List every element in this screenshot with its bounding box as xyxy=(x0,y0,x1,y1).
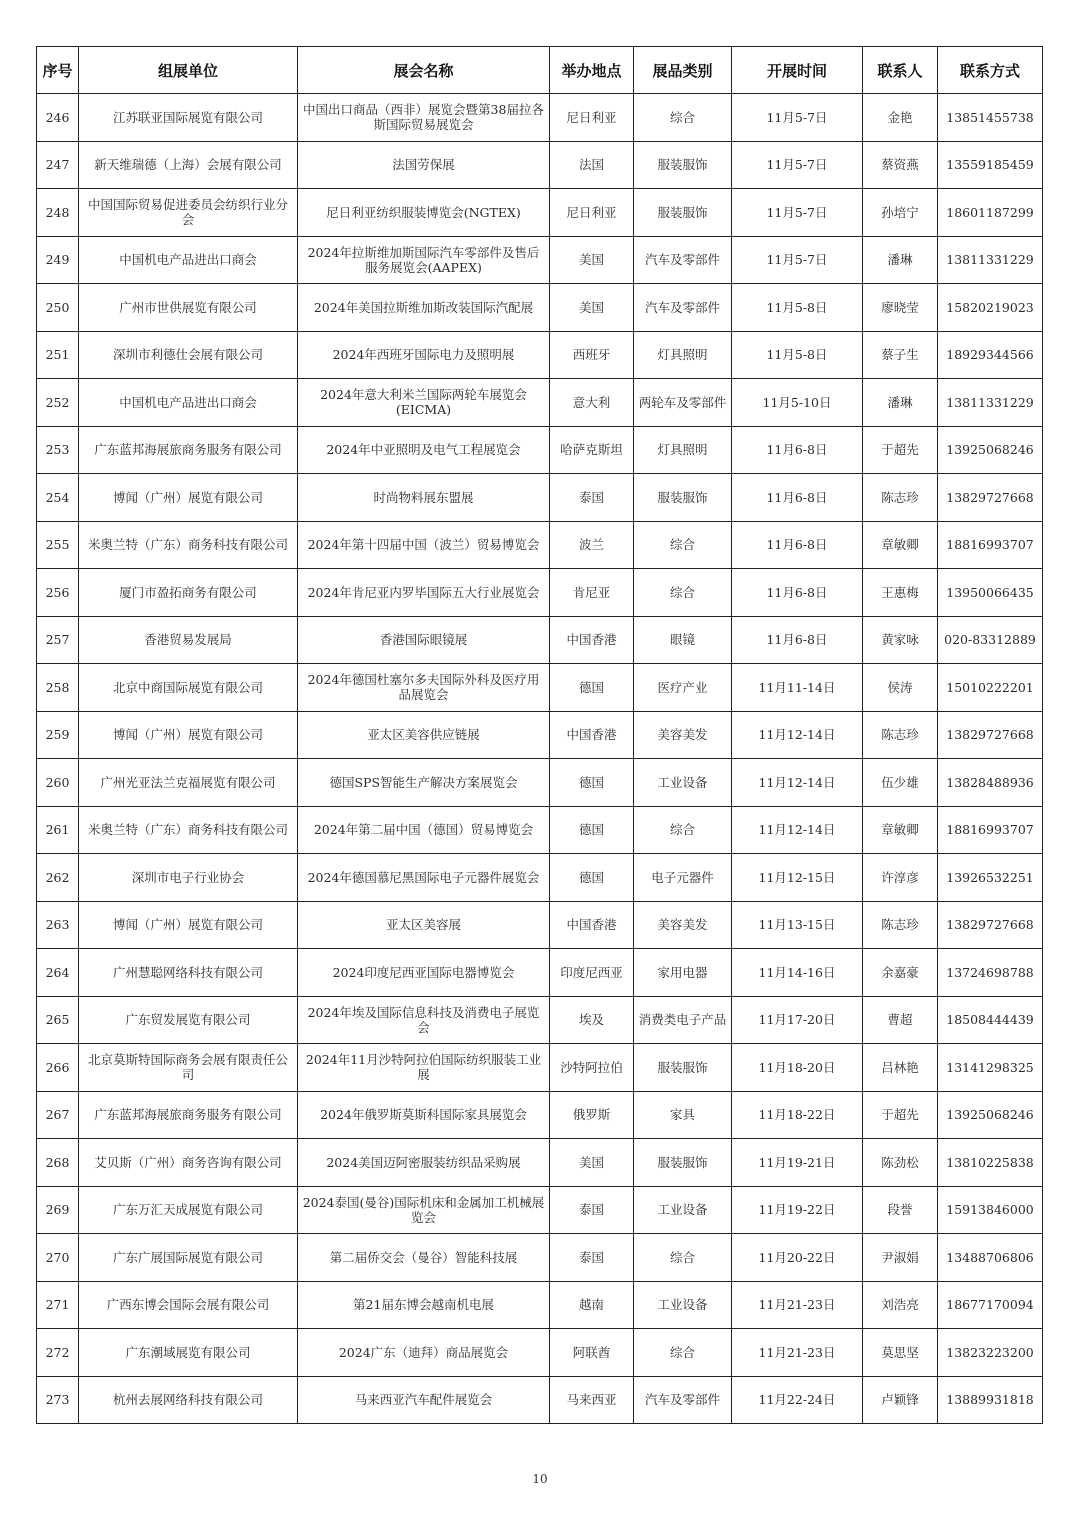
cell-location: 西班牙 xyxy=(550,331,634,379)
cell-date: 11月6-8日 xyxy=(732,521,863,569)
cell-organizer: 中国国际贸易促进委员会纺织行业分会 xyxy=(79,189,298,237)
cell-exhibition-name: 2024年西班牙国际电力及照明展 xyxy=(298,331,550,379)
cell-contact-person: 王惠梅 xyxy=(863,569,938,617)
cell-date: 11月13-15日 xyxy=(732,901,863,949)
cell-category: 综合 xyxy=(634,1234,732,1282)
table-row xyxy=(37,426,1043,474)
cell-contact-phone: 13828488936 xyxy=(938,759,1043,807)
cell-date: 11月6-8日 xyxy=(732,474,863,522)
cell-location: 德国 xyxy=(550,854,634,902)
table-row xyxy=(37,521,1043,569)
cell-location: 沙特阿拉伯 xyxy=(550,1044,634,1092)
cell-index: 248 xyxy=(37,189,79,237)
cell-organizer: 北京莫斯特国际商务会展有限责任公司 xyxy=(79,1044,298,1092)
cell-category: 综合 xyxy=(634,94,732,142)
cell-contact-person: 陈志珍 xyxy=(863,474,938,522)
cell-organizer: 广州市世供展览有限公司 xyxy=(79,284,298,332)
cell-contact-person: 侯涛 xyxy=(863,664,938,712)
cell-contact-phone: 13829727668 xyxy=(938,474,1043,522)
cell-contact-phone: 13925068246 xyxy=(938,426,1043,474)
cell-index: 249 xyxy=(37,236,79,284)
cell-exhibition-name: 亚太区美容展 xyxy=(298,901,550,949)
cell-exhibition-name: 2024年意大利米兰国际两轮车展览会(EICMA) xyxy=(298,379,550,427)
cell-category: 综合 xyxy=(634,1329,732,1377)
cell-organizer: 米奥兰特（广东）商务科技有限公司 xyxy=(79,806,298,854)
cell-exhibition-name: 中国出口商品（西非）展览会暨第38届拉各斯国际贸易展览会 xyxy=(298,94,550,142)
cell-organizer: 香港贸易发展局 xyxy=(79,616,298,664)
cell-category: 灯具照明 xyxy=(634,426,732,474)
cell-date: 11月20-22日 xyxy=(732,1234,863,1282)
cell-date: 11月22-24日 xyxy=(732,1376,863,1424)
cell-organizer: 深圳市利德仕会展有限公司 xyxy=(79,331,298,379)
cell-location: 尼日利亚 xyxy=(550,94,634,142)
table-row xyxy=(37,331,1043,379)
cell-exhibition-name: 2024年俄罗斯莫斯科国际家具展览会 xyxy=(298,1091,550,1139)
cell-location: 俄罗斯 xyxy=(550,1091,634,1139)
cell-organizer: 广东蓝邦海展旅商务服务有限公司 xyxy=(79,1091,298,1139)
cell-location: 阿联酋 xyxy=(550,1329,634,1377)
cell-exhibition-name: 尼日利亚纺织服装博览会(NGTEX) xyxy=(298,189,550,237)
cell-category: 服装服饰 xyxy=(634,141,732,189)
cell-category: 服装服饰 xyxy=(634,189,732,237)
cell-category: 美容美发 xyxy=(634,711,732,759)
cell-date: 11月5-7日 xyxy=(732,189,863,237)
cell-date: 11月19-21日 xyxy=(732,1139,863,1187)
cell-category: 综合 xyxy=(634,806,732,854)
cell-contact-person: 陈志珍 xyxy=(863,901,938,949)
cell-location: 尼日利亚 xyxy=(550,189,634,237)
cell-exhibition-name: 德国SPS智能生产解决方案展览会 xyxy=(298,759,550,807)
cell-organizer: 广州慧聪网络科技有限公司 xyxy=(79,949,298,997)
cell-location: 中国香港 xyxy=(550,711,634,759)
cell-exhibition-name: 第21届东博会越南机电展 xyxy=(298,1281,550,1329)
cell-date: 11月12-15日 xyxy=(732,854,863,902)
cell-index: 254 xyxy=(37,474,79,522)
cell-contact-phone: 13141298325 xyxy=(938,1044,1043,1092)
cell-index: 268 xyxy=(37,1139,79,1187)
cell-contact-phone: 13488706806 xyxy=(938,1234,1043,1282)
cell-contact-phone: 18601187299 xyxy=(938,189,1043,237)
header-index: 序号 xyxy=(37,47,79,94)
cell-location: 德国 xyxy=(550,806,634,854)
cell-contact-person: 吕林艳 xyxy=(863,1044,938,1092)
cell-date: 11月12-14日 xyxy=(732,759,863,807)
cell-contact-person: 章敏卿 xyxy=(863,521,938,569)
cell-contact-person: 潘琳 xyxy=(863,379,938,427)
cell-category: 眼镜 xyxy=(634,616,732,664)
table-row xyxy=(37,664,1043,712)
table-row xyxy=(37,711,1043,759)
cell-location: 德国 xyxy=(550,664,634,712)
table-row xyxy=(37,949,1043,997)
cell-contact-person: 卢颖锋 xyxy=(863,1376,938,1424)
cell-exhibition-name: 香港国际眼镜展 xyxy=(298,616,550,664)
cell-location: 马来西亚 xyxy=(550,1376,634,1424)
cell-index: 256 xyxy=(37,569,79,617)
cell-contact-person: 廖晓莹 xyxy=(863,284,938,332)
cell-date: 11月17-20日 xyxy=(732,996,863,1044)
cell-exhibition-name: 2024年第二届中国（德国）贸易博览会 xyxy=(298,806,550,854)
cell-organizer: 广东蓝邦海展旅商务服务有限公司 xyxy=(79,426,298,474)
table-row xyxy=(37,1329,1043,1377)
cell-organizer: 厦门市盈拓商务有限公司 xyxy=(79,569,298,617)
table-row xyxy=(37,1044,1043,1092)
cell-organizer: 米奥兰特（广东）商务科技有限公司 xyxy=(79,521,298,569)
cell-date: 11月21-23日 xyxy=(732,1281,863,1329)
table-row xyxy=(37,569,1043,617)
cell-location: 肯尼亚 xyxy=(550,569,634,617)
cell-contact-person: 余嘉豪 xyxy=(863,949,938,997)
table-row xyxy=(37,1186,1043,1234)
cell-index: 262 xyxy=(37,854,79,902)
cell-exhibition-name: 2024广东（迪拜）商品展览会 xyxy=(298,1329,550,1377)
cell-organizer: 博闻（广州）展览有限公司 xyxy=(79,901,298,949)
cell-contact-person: 蔡子生 xyxy=(863,331,938,379)
cell-organizer: 北京中商国际展览有限公司 xyxy=(79,664,298,712)
cell-index: 253 xyxy=(37,426,79,474)
table-row xyxy=(37,379,1043,427)
cell-exhibition-name: 2024年第十四届中国（波兰）贸易博览会 xyxy=(298,521,550,569)
table-row xyxy=(37,1281,1043,1329)
cell-location: 美国 xyxy=(550,236,634,284)
cell-date: 11月5-8日 xyxy=(732,284,863,332)
cell-contact-phone: 13829727668 xyxy=(938,901,1043,949)
cell-location: 美国 xyxy=(550,1139,634,1187)
cell-index: 267 xyxy=(37,1091,79,1139)
cell-index: 261 xyxy=(37,806,79,854)
cell-category: 综合 xyxy=(634,569,732,617)
table-row xyxy=(37,806,1043,854)
cell-category: 工业设备 xyxy=(634,1281,732,1329)
cell-exhibition-name: 2024泰国(曼谷)国际机床和金属加工机械展览会 xyxy=(298,1186,550,1234)
cell-category: 家具 xyxy=(634,1091,732,1139)
cell-contact-person: 黄家咏 xyxy=(863,616,938,664)
cell-contact-phone: 13950066435 xyxy=(938,569,1043,617)
cell-exhibition-name: 2024年拉斯维加斯国际汽车零部件及售后服务展览会(AAPEX) xyxy=(298,236,550,284)
cell-contact-phone: 18816993707 xyxy=(938,521,1043,569)
cell-date: 11月5-7日 xyxy=(732,236,863,284)
cell-location: 中国香港 xyxy=(550,901,634,949)
cell-organizer: 江苏联亚国际展览有限公司 xyxy=(79,94,298,142)
cell-organizer: 广州光亚法兰克福展览有限公司 xyxy=(79,759,298,807)
table-row xyxy=(37,1234,1043,1282)
table-row xyxy=(37,1139,1043,1187)
cell-contact-phone: 18677170094 xyxy=(938,1281,1043,1329)
cell-location: 法国 xyxy=(550,141,634,189)
cell-organizer: 博闻（广州）展览有限公司 xyxy=(79,711,298,759)
table-row xyxy=(37,474,1043,522)
cell-contact-person: 章敏卿 xyxy=(863,806,938,854)
cell-exhibition-name: 亚太区美容供应链展 xyxy=(298,711,550,759)
cell-exhibition-name: 2024年美国拉斯维加斯改装国际汽配展 xyxy=(298,284,550,332)
cell-date: 11月18-20日 xyxy=(732,1044,863,1092)
cell-exhibition-name: 2024年德国杜塞尔多夫国际外科及医疗用品展览会 xyxy=(298,664,550,712)
cell-contact-phone: 13829727668 xyxy=(938,711,1043,759)
header-location: 举办地点 xyxy=(550,47,634,94)
cell-category: 汽车及零部件 xyxy=(634,284,732,332)
cell-contact-phone: 13851455738 xyxy=(938,94,1043,142)
cell-index: 260 xyxy=(37,759,79,807)
cell-location: 泰国 xyxy=(550,1234,634,1282)
cell-index: 252 xyxy=(37,379,79,427)
cell-index: 255 xyxy=(37,521,79,569)
header-date: 开展时间 xyxy=(732,47,863,94)
cell-date: 11月12-14日 xyxy=(732,806,863,854)
cell-category: 家用电器 xyxy=(634,949,732,997)
cell-category: 工业设备 xyxy=(634,1186,732,1234)
cell-date: 11月18-22日 xyxy=(732,1091,863,1139)
cell-contact-phone: 13724698788 xyxy=(938,949,1043,997)
table-body xyxy=(37,94,1043,1424)
header-category: 展品类别 xyxy=(634,47,732,94)
cell-organizer: 艾贝斯（广州）商务咨询有限公司 xyxy=(79,1139,298,1187)
cell-location: 德国 xyxy=(550,759,634,807)
cell-location: 美国 xyxy=(550,284,634,332)
table-row xyxy=(37,759,1043,807)
cell-index: 264 xyxy=(37,949,79,997)
cell-organizer: 广东广展国际展览有限公司 xyxy=(79,1234,298,1282)
table-row xyxy=(37,854,1043,902)
cell-index: 258 xyxy=(37,664,79,712)
table-row xyxy=(37,996,1043,1044)
header-exhibition-name: 展会名称 xyxy=(298,47,550,94)
cell-category: 灯具照明 xyxy=(634,331,732,379)
cell-location: 波兰 xyxy=(550,521,634,569)
page-number: 10 xyxy=(532,1472,548,1486)
cell-contact-person: 莫思坚 xyxy=(863,1329,938,1377)
cell-contact-phone: 13811331229 xyxy=(938,379,1043,427)
cell-contact-phone: 13926532251 xyxy=(938,854,1043,902)
cell-organizer: 博闻（广州）展览有限公司 xyxy=(79,474,298,522)
cell-category: 汽车及零部件 xyxy=(634,1376,732,1424)
cell-contact-phone: 13823223200 xyxy=(938,1329,1043,1377)
cell-location: 意大利 xyxy=(550,379,634,427)
cell-index: 265 xyxy=(37,996,79,1044)
cell-exhibition-name: 2024年埃及国际信息科技及消费电子展览会 xyxy=(298,996,550,1044)
table-row xyxy=(37,1091,1043,1139)
cell-index: 272 xyxy=(37,1329,79,1377)
cell-date: 11月19-22日 xyxy=(732,1186,863,1234)
table-row xyxy=(37,1376,1043,1424)
cell-organizer: 新天维瑞德（上海）会展有限公司 xyxy=(79,141,298,189)
cell-date: 11月14-16日 xyxy=(732,949,863,997)
cell-contact-person: 陈志珍 xyxy=(863,711,938,759)
cell-exhibition-name: 第二届侨交会（曼谷）智能科技展 xyxy=(298,1234,550,1282)
header-row xyxy=(37,47,1043,94)
cell-category: 服装服饰 xyxy=(634,1044,732,1092)
cell-contact-person: 刘浩亮 xyxy=(863,1281,938,1329)
table-header xyxy=(37,47,1043,94)
cell-date: 11月12-14日 xyxy=(732,711,863,759)
cell-date: 11月5-7日 xyxy=(732,141,863,189)
table-row xyxy=(37,141,1043,189)
cell-exhibition-name: 马来西亚汽车配件展览会 xyxy=(298,1376,550,1424)
cell-contact-phone: 13559185459 xyxy=(938,141,1043,189)
cell-location: 越南 xyxy=(550,1281,634,1329)
cell-index: 266 xyxy=(37,1044,79,1092)
cell-index: 259 xyxy=(37,711,79,759)
cell-organizer: 中国机电产品进出口商会 xyxy=(79,236,298,284)
cell-date: 11月5-7日 xyxy=(732,94,863,142)
cell-contact-person: 许淳彦 xyxy=(863,854,938,902)
cell-contact-person: 伍少雄 xyxy=(863,759,938,807)
cell-contact-phone: 18508444439 xyxy=(938,996,1043,1044)
cell-index: 251 xyxy=(37,331,79,379)
cell-exhibition-name: 2024美国迈阿密服装纺织品采购展 xyxy=(298,1139,550,1187)
cell-category: 汽车及零部件 xyxy=(634,236,732,284)
cell-category: 工业设备 xyxy=(634,759,732,807)
cell-index: 247 xyxy=(37,141,79,189)
header-contact-phone: 联系方式 xyxy=(938,47,1043,94)
cell-exhibition-name: 时尚物料展东盟展 xyxy=(298,474,550,522)
cell-contact-phone: 13810225838 xyxy=(938,1139,1043,1187)
cell-contact-phone: 18929344566 xyxy=(938,331,1043,379)
cell-category: 综合 xyxy=(634,521,732,569)
cell-location: 埃及 xyxy=(550,996,634,1044)
table-row xyxy=(37,189,1043,237)
cell-category: 服装服饰 xyxy=(634,1139,732,1187)
cell-contact-person: 潘琳 xyxy=(863,236,938,284)
header-organizer: 组展单位 xyxy=(79,47,298,94)
cell-category: 电子元器件 xyxy=(634,854,732,902)
cell-contact-person: 孙培宁 xyxy=(863,189,938,237)
cell-index: 270 xyxy=(37,1234,79,1282)
cell-exhibition-name: 2024年中亚照明及电气工程展览会 xyxy=(298,426,550,474)
table-row xyxy=(37,236,1043,284)
table-row xyxy=(37,284,1043,332)
cell-contact-phone: 15913846000 xyxy=(938,1186,1043,1234)
cell-organizer: 杭州去展网络科技有限公司 xyxy=(79,1376,298,1424)
cell-contact-person: 段誉 xyxy=(863,1186,938,1234)
table-row xyxy=(37,94,1043,142)
cell-organizer: 广东万汇天成展览有限公司 xyxy=(79,1186,298,1234)
cell-index: 246 xyxy=(37,94,79,142)
cell-organizer: 广东贸发展览有限公司 xyxy=(79,996,298,1044)
cell-index: 257 xyxy=(37,616,79,664)
cell-organizer: 深圳市电子行业协会 xyxy=(79,854,298,902)
cell-contact-phone: 13889931818 xyxy=(938,1376,1043,1424)
cell-contact-phone: 020-83312889 xyxy=(938,616,1043,664)
cell-contact-phone: 13925068246 xyxy=(938,1091,1043,1139)
cell-contact-person: 金艳 xyxy=(863,94,938,142)
cell-organizer: 广东潮域展览有限公司 xyxy=(79,1329,298,1377)
cell-date: 11月5-10日 xyxy=(732,379,863,427)
cell-index: 250 xyxy=(37,284,79,332)
cell-index: 271 xyxy=(37,1281,79,1329)
cell-contact-person: 曹超 xyxy=(863,996,938,1044)
cell-category: 消费类电子产品 xyxy=(634,996,732,1044)
cell-location: 中国香港 xyxy=(550,616,634,664)
table-row xyxy=(37,616,1043,664)
cell-index: 269 xyxy=(37,1186,79,1234)
cell-contact-phone: 18816993707 xyxy=(938,806,1043,854)
cell-index: 263 xyxy=(37,901,79,949)
cell-exhibition-name: 2024年肯尼亚内罗毕国际五大行业展览会 xyxy=(298,569,550,617)
cell-organizer: 广西东博会国际会展有限公司 xyxy=(79,1281,298,1329)
cell-exhibition-name: 2024年11月沙特阿拉伯国际纺织服装工业展 xyxy=(298,1044,550,1092)
table-row xyxy=(37,901,1043,949)
cell-category: 两轮车及零部件 xyxy=(634,379,732,427)
cell-date: 11月5-8日 xyxy=(732,331,863,379)
cell-date: 11月6-8日 xyxy=(732,616,863,664)
exhibition-table xyxy=(36,46,1043,1424)
cell-location: 泰国 xyxy=(550,474,634,522)
cell-category: 医疗产业 xyxy=(634,664,732,712)
cell-category: 服装服饰 xyxy=(634,474,732,522)
cell-organizer: 中国机电产品进出口商会 xyxy=(79,379,298,427)
cell-contact-person: 于超先 xyxy=(863,1091,938,1139)
cell-contact-phone: 15010222201 xyxy=(938,664,1043,712)
cell-date: 11月21-23日 xyxy=(732,1329,863,1377)
cell-location: 印度尼西亚 xyxy=(550,949,634,997)
cell-contact-person: 蔡资燕 xyxy=(863,141,938,189)
cell-contact-phone: 13811331229 xyxy=(938,236,1043,284)
cell-exhibition-name: 2024年德国慕尼黑国际电子元器件展览会 xyxy=(298,854,550,902)
cell-location: 泰国 xyxy=(550,1186,634,1234)
cell-contact-person: 于超先 xyxy=(863,426,938,474)
cell-contact-person: 尹淑娟 xyxy=(863,1234,938,1282)
header-contact-person: 联系人 xyxy=(863,47,938,94)
cell-exhibition-name: 法国劳保展 xyxy=(298,141,550,189)
cell-contact-phone: 15820219023 xyxy=(938,284,1043,332)
cell-date: 11月11-14日 xyxy=(732,664,863,712)
cell-index: 273 xyxy=(37,1376,79,1424)
cell-date: 11月6-8日 xyxy=(732,569,863,617)
cell-category: 美容美发 xyxy=(634,901,732,949)
cell-contact-person: 陈劲松 xyxy=(863,1139,938,1187)
cell-location: 哈萨克斯坦 xyxy=(550,426,634,474)
cell-exhibition-name: 2024印度尼西亚国际电器博览会 xyxy=(298,949,550,997)
cell-date: 11月6-8日 xyxy=(732,426,863,474)
